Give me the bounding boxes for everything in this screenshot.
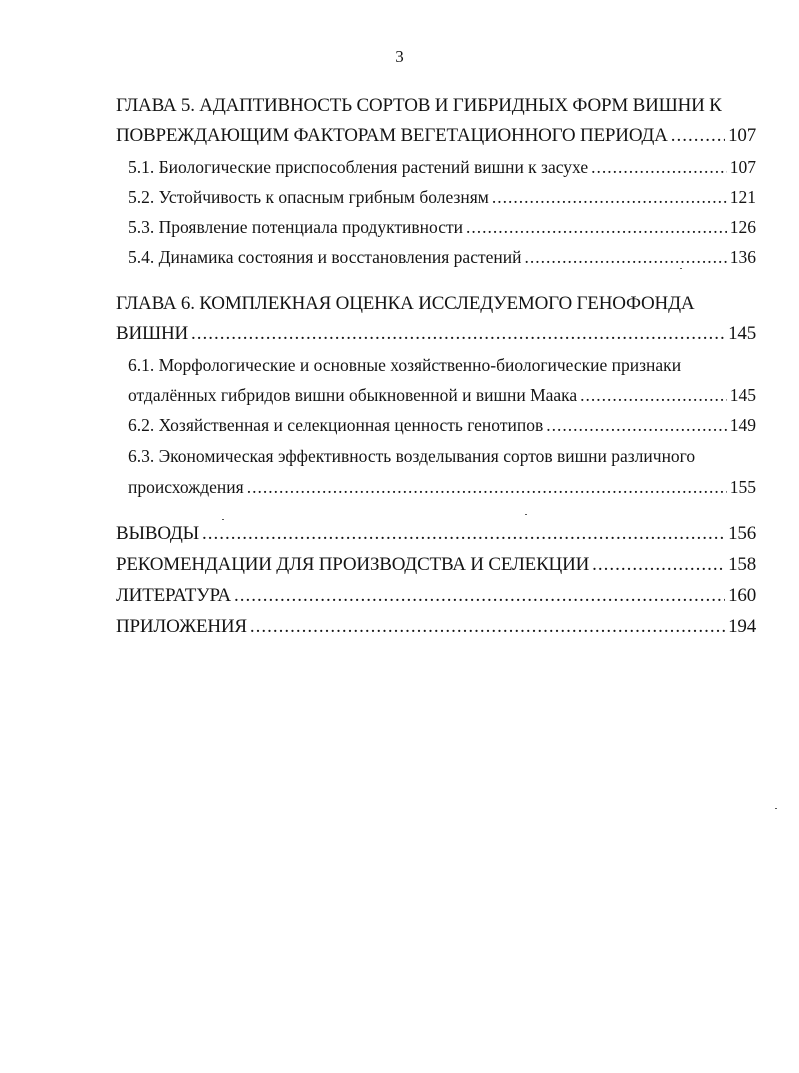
toc-item-5-1[interactable] — [128, 157, 756, 178]
toc-appendices[interactable] — [116, 616, 756, 638]
toc-item-5-4[interactable] — [128, 247, 756, 268]
toc-item-label: 5.1. Биологические приспособления растений вишни к засухе — [128, 157, 589, 177]
toc-item-page: 136 — [729, 247, 756, 267]
toc-item-page: 149 — [729, 415, 756, 435]
toc-item-label: 6.2. Хозяйственная и селекционная ценность генотипов — [128, 415, 544, 435]
toc-section-page: 156 — [728, 523, 756, 544]
toc-recommendations[interactable] — [116, 554, 756, 576]
dot-leader — [546, 415, 727, 436]
toc-item-6-2[interactable] — [128, 415, 756, 436]
toc-chapter6-title-line1: ГЛАВА 6. КОМПЛЕКНАЯ ОЦЕНКА ИССЛЕДУЕМОГО ГЕНОФОНДА — [116, 293, 695, 314]
toc-chapter5-page: 107 — [728, 125, 756, 146]
scan-speck — [680, 268, 682, 269]
toc-item-5-2[interactable] — [128, 187, 756, 208]
dot-leader — [492, 187, 727, 208]
toc-item-label: 5.4. Динамика состояния и восстановления растений — [128, 247, 522, 267]
toc-chapter5-title-line1: ГЛАВА 5. АДАПТИВНОСТЬ СОРТОВ И ГИБРИДНЫХ ФОРМ ВИШНИ К — [116, 95, 722, 116]
toc-chapter5-title-line2: ПОВРЕЖДАЮЩИМ ФАКТОРАМ ВЕГЕТАЦИОННОГО ПЕРИОДА — [116, 125, 668, 146]
toc-item-5-3[interactable] — [128, 217, 756, 238]
dot-leader — [234, 585, 725, 607]
toc-item-6-3[interactable] — [128, 477, 756, 498]
dot-leader — [202, 523, 725, 545]
dot-leader — [580, 385, 727, 406]
dot-leader — [191, 323, 725, 345]
toc-literature[interactable] — [116, 585, 756, 607]
dot-leader — [592, 554, 725, 576]
toc-section-page: 194 — [728, 616, 756, 637]
dot-leader — [247, 477, 727, 498]
toc-conclusions[interactable] — [116, 523, 756, 545]
toc-section-label: ПРИЛОЖЕНИЯ — [116, 616, 247, 637]
toc-item-label: происхождения — [128, 477, 244, 497]
scan-speck — [775, 808, 777, 809]
dot-leader — [250, 616, 725, 638]
toc-item-page: 155 — [729, 477, 756, 497]
toc-item-label: 5.3. Проявление потенциала продуктивности — [128, 217, 463, 237]
scan-speck — [525, 514, 527, 515]
toc-item-page: 107 — [729, 157, 756, 177]
toc-item-page: 121 — [729, 187, 756, 207]
toc-chapter6-page: 145 — [728, 323, 756, 344]
toc-section-label: ЛИТЕРАТУРА — [116, 585, 231, 606]
toc-item-6-1-line1: 6.1. Морфологические и основные хозяйственно-биологические признаки — [128, 355, 682, 375]
toc-section-page: 160 — [728, 585, 756, 606]
toc-chapter6-title-line2: ВИШНИ — [116, 323, 189, 344]
dot-leader — [524, 247, 726, 268]
dot-leader — [466, 217, 727, 238]
toc-item-6-1[interactable] — [128, 385, 756, 406]
toc-chapter5-entry[interactable] — [116, 125, 756, 147]
toc-section-page: 158 — [728, 554, 756, 575]
toc-section-label: ВЫВОДЫ — [116, 523, 200, 544]
page-number: 3 — [395, 47, 404, 66]
toc-item-page: 126 — [729, 217, 756, 237]
toc-chapter6-entry[interactable] — [116, 323, 756, 345]
scan-speck — [222, 519, 224, 520]
dot-leader — [671, 125, 725, 147]
toc-item-label: отдалённых гибридов вишни обыкновенной и вишни Маака — [128, 385, 578, 405]
toc-section-label: РЕКОМЕНДАЦИИ ДЛЯ ПРОИЗВОДСТВА И СЕЛЕКЦИИ — [116, 554, 590, 575]
toc-item-page: 145 — [729, 385, 756, 405]
dot-leader — [591, 157, 727, 178]
toc-item-6-3-line1: 6.3. Экономическая эффективность возделывания сортов вишни различного — [128, 446, 696, 466]
toc-item-label: 5.2. Устойчивость к опасным грибным болезням — [128, 187, 489, 207]
